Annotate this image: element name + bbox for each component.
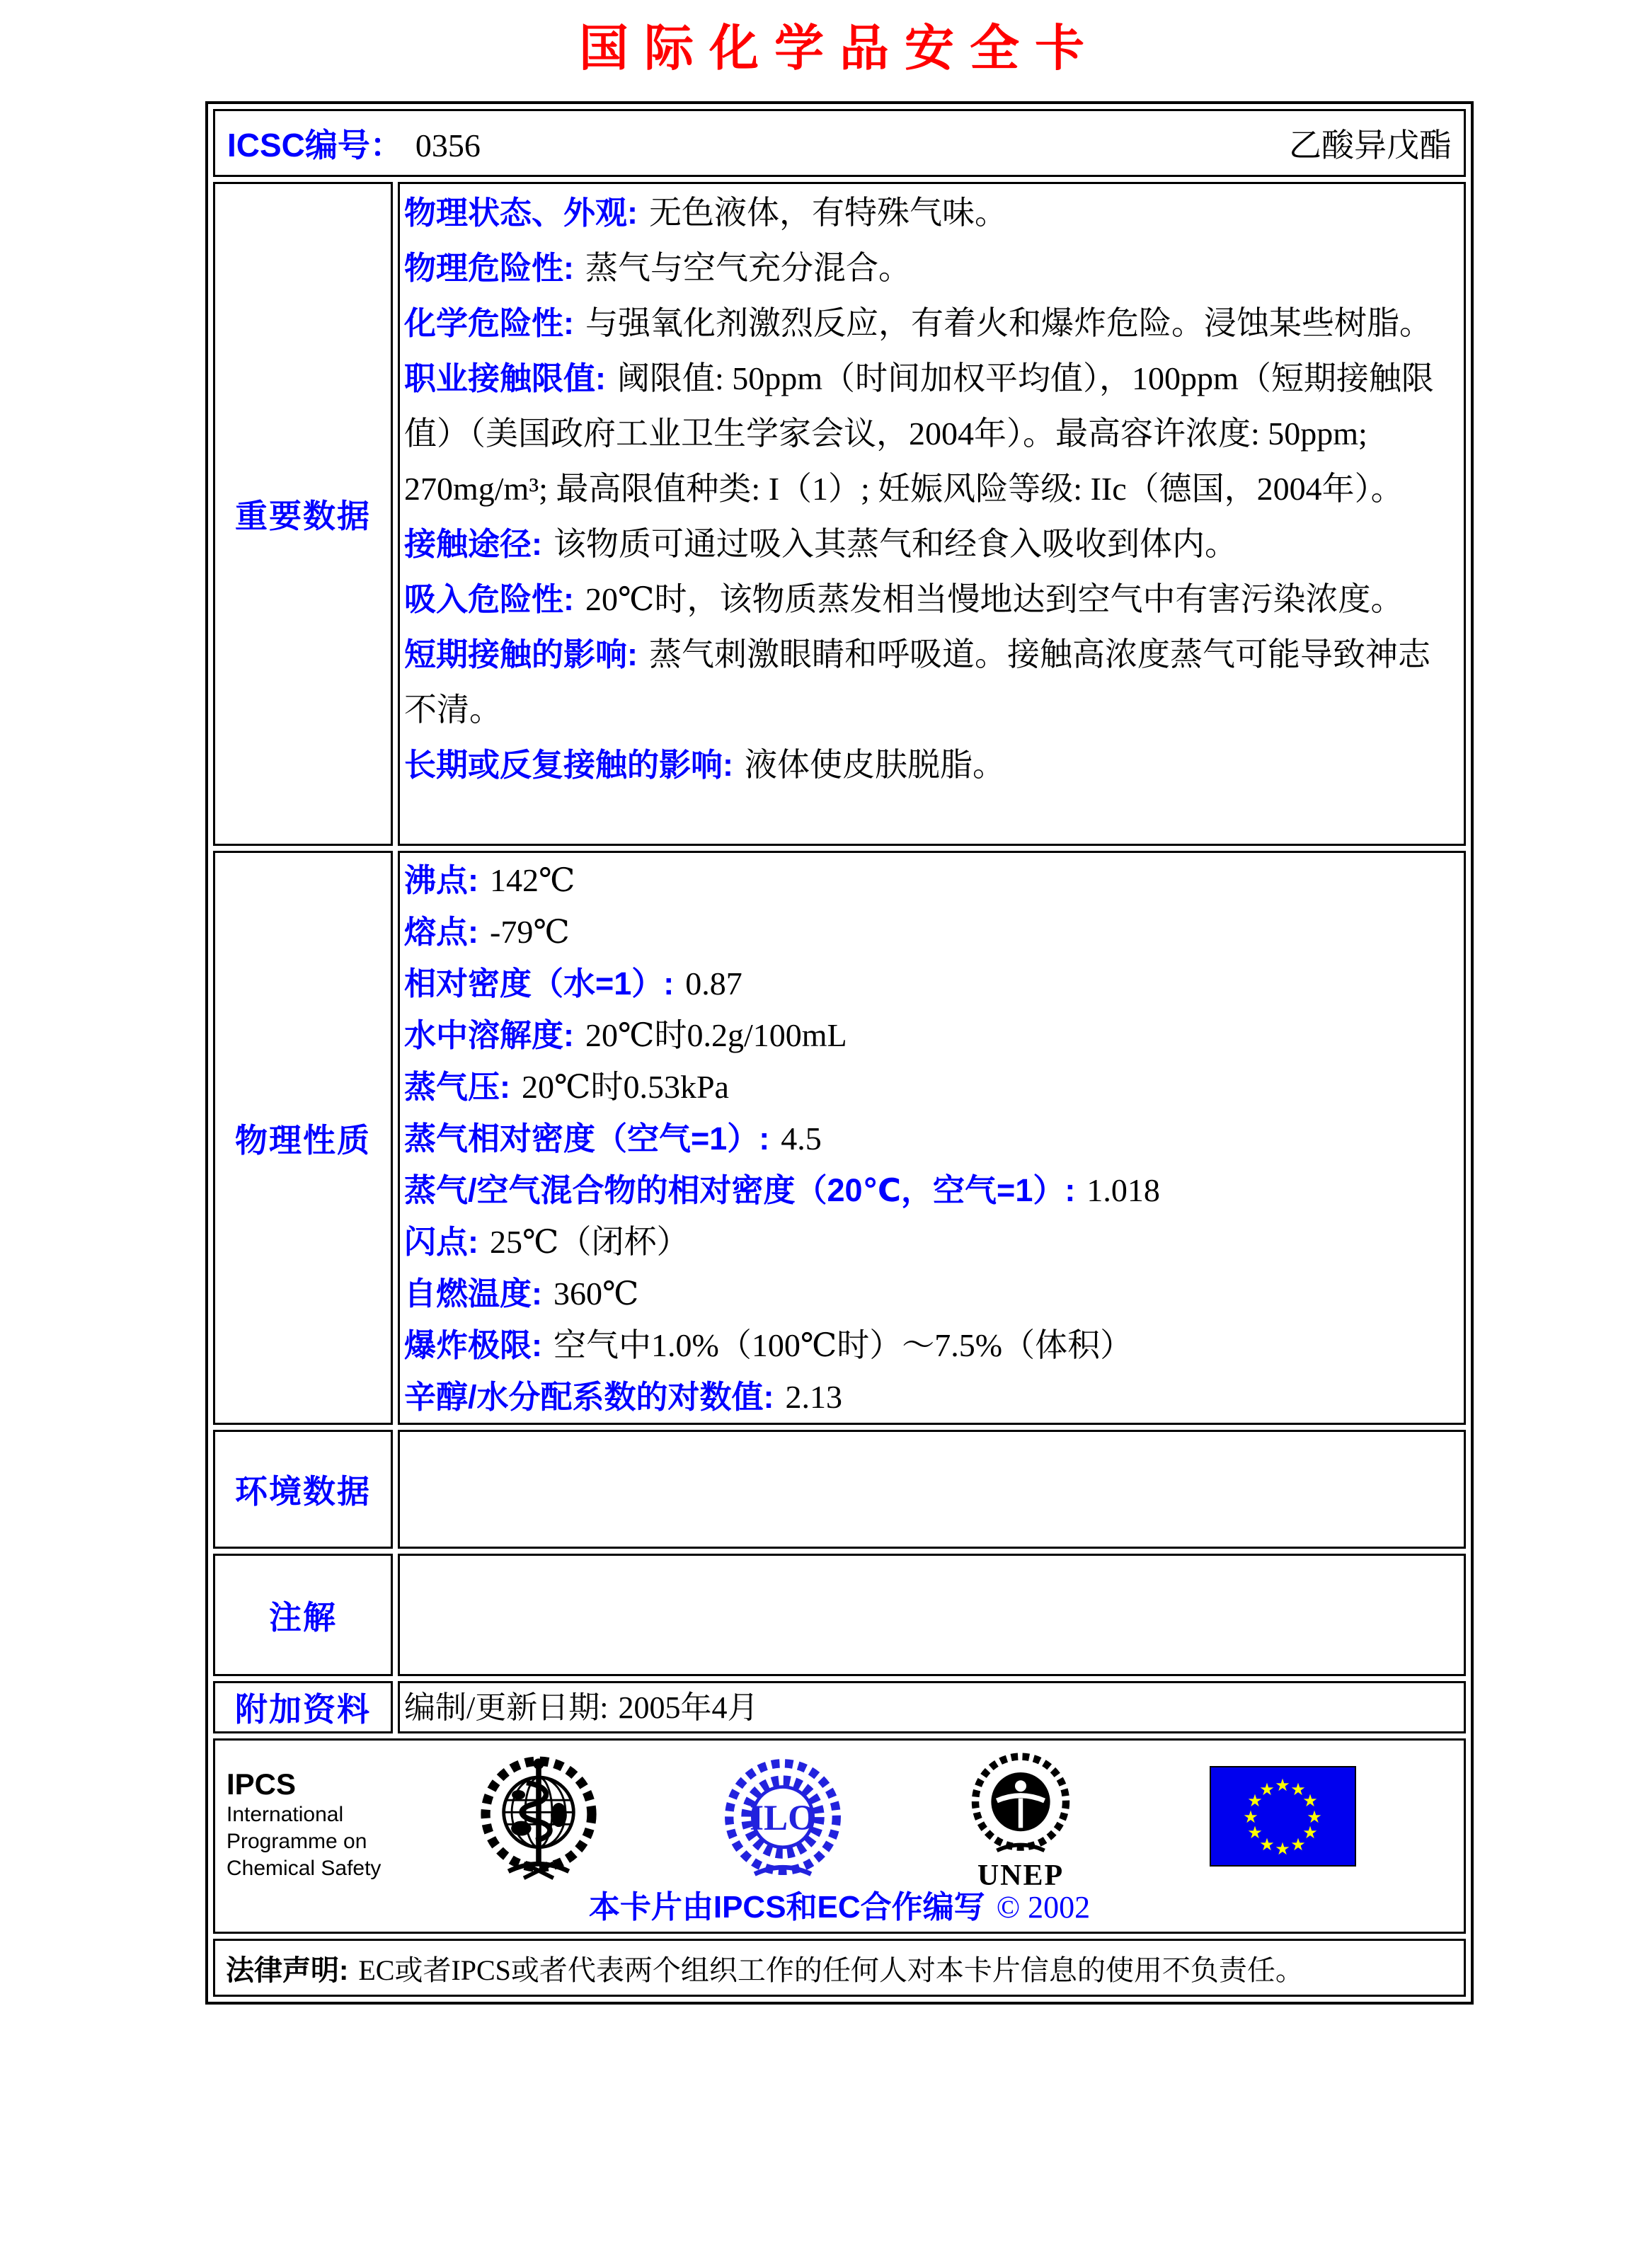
- ilo-logo-icon: [716, 1755, 850, 1882]
- field-row: [404, 1164, 1447, 1216]
- field-value: 无色液体，有特殊气味。: [649, 195, 1007, 231]
- legal-label: 法律声明:: [226, 1954, 349, 1986]
- field-row: [404, 1216, 1447, 1268]
- field-label: 自燃温度:: [404, 1275, 542, 1312]
- svg-text:★: ★: [1302, 1823, 1318, 1842]
- cooperation-caption: [215, 1889, 1464, 1926]
- field-value: 20℃时0.53kPa: [522, 1069, 729, 1105]
- physical-properties-content: [398, 851, 1466, 1425]
- svg-text:★: ★: [1290, 1779, 1306, 1799]
- field-label: 职业接触限值:: [404, 360, 606, 396]
- field-value: 1.018: [1086, 1172, 1160, 1208]
- field-value: 25℃（闭杯）: [490, 1224, 689, 1260]
- ilo-monogram: ILO: [750, 1798, 816, 1839]
- who-logo-icon: [471, 1750, 606, 1882]
- additional-info-row: [213, 1681, 1466, 1733]
- field-label: 辛醇/水分配系数的对数值:: [404, 1379, 774, 1415]
- header-row: [213, 109, 1466, 177]
- section-label-environmental-data: 环境数据: [213, 1430, 393, 1549]
- field-label: 吸入危险性:: [404, 581, 574, 617]
- icsc-card-table: [205, 101, 1474, 2005]
- field-value: 20℃时，该物质蒸发相当慢地达到空气中有害污染浓度。: [585, 581, 1404, 617]
- unep-logo-icon: [964, 1750, 1077, 1857]
- important-data-row: [213, 182, 1466, 846]
- field-row: [404, 185, 1447, 241]
- field-value: 液体使皮肤脱脂。: [745, 747, 1005, 783]
- ipcs-line: International: [226, 1803, 344, 1826]
- field-row: [404, 1688, 1447, 1728]
- section-label-notes: 注解: [213, 1554, 393, 1676]
- field-value: 蒸气与空气充分混合。: [585, 250, 911, 286]
- environmental-data-content: [398, 1430, 1466, 1549]
- svg-text:★: ★: [1307, 1807, 1322, 1827]
- field-row: [404, 1268, 1447, 1319]
- field-row: [404, 351, 1447, 517]
- field-row: [404, 572, 1447, 627]
- caption-text: 本卡片由IPCS和EC合作编写: [588, 1890, 985, 1925]
- svg-text:★: ★: [1302, 1791, 1318, 1811]
- field-value: 0.87: [685, 965, 742, 1002]
- section-label-additional-info: 附加资料: [213, 1681, 393, 1733]
- field-label: 熔点:: [404, 914, 478, 950]
- legal-row: [213, 1939, 1466, 1997]
- field-row: [404, 1319, 1447, 1371]
- eu-flag-icon: [1210, 1766, 1356, 1867]
- field-label: 闪点:: [404, 1224, 478, 1260]
- field-label: 水中溶解度:: [404, 1017, 574, 1053]
- field-value: 蒸气刺激眼睛和呼吸道。接触高浓度蒸气可能导致神志不清。: [404, 636, 1430, 728]
- logo-strip: [215, 1741, 1464, 1932]
- ipcs-line: Chemical Safety: [226, 1857, 382, 1880]
- svg-text:★: ★: [1259, 1779, 1275, 1799]
- field-label: 长期或反复接触的影响:: [404, 747, 733, 783]
- field-row: [404, 738, 1447, 793]
- field-value: 阈限值: 50ppm（时间加权平均值），100ppm（短期接触限值）（美国政府工业卫生学家会议，2004年）。最高容许浓度: 50ppm; 270mg/m³; 最高限值种类: I（1）; 妊娠风险等级: IIc（德国，2004年）。: [404, 360, 1434, 507]
- physical-properties-row: [213, 851, 1466, 1425]
- field-row: [404, 958, 1447, 1009]
- field-value: 360℃: [553, 1275, 639, 1312]
- field-value: 与强氧化剂激烈反应，有着火和爆炸危险。浸蚀某些树脂。: [585, 305, 1432, 341]
- svg-text:★: ★: [1275, 1839, 1290, 1859]
- icsc-number-group: [227, 120, 481, 166]
- icsc-number-label: ICSC编号：: [227, 127, 403, 164]
- section-label-important-data: 重要数据: [213, 182, 393, 846]
- field-value: 空气中1.0%（100℃时）～7.5%（体积）: [553, 1327, 1133, 1363]
- field-label: 化学危险性:: [404, 305, 574, 341]
- ipcs-acronym: IPCS: [226, 1767, 297, 1801]
- field-row: [404, 1113, 1447, 1164]
- ipcs-text-block: [226, 1767, 381, 1882]
- field-label: 爆炸极限:: [404, 1327, 542, 1363]
- field-value: 4.5: [781, 1120, 822, 1157]
- field-row: [404, 1061, 1447, 1113]
- field-row: [404, 1009, 1447, 1061]
- notes-content: [398, 1554, 1466, 1676]
- field-value: -79℃: [490, 914, 570, 950]
- additional-info-content: [398, 1681, 1466, 1733]
- field-label: 物理状态、外观:: [404, 195, 638, 231]
- field-row: [404, 906, 1447, 958]
- field-value: 该物质可通过吸入其蒸气和经食入吸收到体内。: [553, 526, 1237, 562]
- card-header: [216, 120, 1463, 166]
- logos-row: [213, 1738, 1466, 1934]
- field-row: [404, 854, 1447, 906]
- icsc-number: 0356: [415, 127, 481, 164]
- svg-text:★: ★: [1290, 1835, 1306, 1854]
- environmental-data-row: [213, 1430, 1466, 1549]
- field-label: 编制/更新日期:: [404, 1690, 609, 1725]
- field-label: 接触途径:: [404, 526, 542, 562]
- section-label-physical-properties: 物理性质: [213, 851, 393, 1425]
- field-label: 蒸气/空气混合物的相对密度（20℃，空气=1）:: [404, 1172, 1076, 1208]
- page-title: 国际化学品安全卡: [579, 21, 1100, 76]
- svg-text:★: ★: [1247, 1823, 1263, 1842]
- field-value: 20℃时0.2g/100mL: [585, 1017, 847, 1053]
- unep-label: UNEP: [977, 1859, 1065, 1892]
- svg-text:★: ★: [1247, 1791, 1263, 1811]
- legal-text: EC或者IPCS或者代表两个组织工作的任何人对本卡片信息的使用不负责任。: [358, 1954, 1304, 1986]
- field-row: [404, 517, 1447, 572]
- field-row: [404, 627, 1447, 738]
- important-data-content: [398, 182, 1466, 846]
- svg-text:★: ★: [1259, 1835, 1275, 1854]
- field-label: 蒸气相对密度（空气=1）:: [404, 1120, 770, 1157]
- legal-notice: [216, 1948, 1463, 1988]
- field-label: 相对密度（水=1）:: [404, 965, 675, 1002]
- field-label: 蒸气压:: [404, 1069, 510, 1105]
- field-row: [404, 241, 1447, 296]
- caption-year: © 2002: [996, 1890, 1091, 1925]
- field-row: [404, 296, 1447, 351]
- field-label: 沸点:: [404, 862, 478, 898]
- field-value: 2005年4月: [618, 1690, 759, 1725]
- field-row: [404, 1371, 1447, 1423]
- field-label: 短期接触的影响:: [404, 636, 638, 672]
- svg-text:★: ★: [1275, 1775, 1290, 1795]
- chemical-name: 乙酸异戊酯: [1289, 127, 1452, 164]
- svg-text:★: ★: [1243, 1807, 1258, 1827]
- unep-logo-block: [964, 1750, 1077, 1891]
- field-label: 物理危险性:: [404, 250, 574, 286]
- field-value: 2.13: [785, 1379, 842, 1415]
- notes-row: [213, 1554, 1466, 1676]
- field-value: 142℃: [490, 862, 575, 898]
- ipcs-line: Programme on: [226, 1830, 367, 1853]
